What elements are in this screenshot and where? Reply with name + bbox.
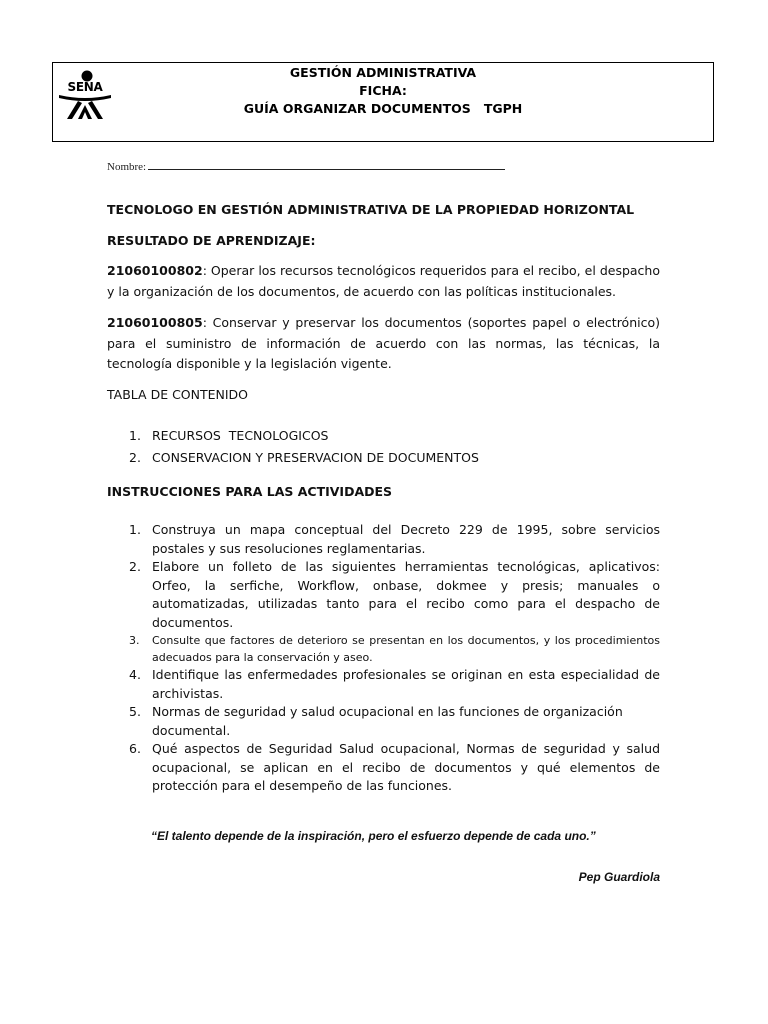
- resultado-2-code: 21060100805: [107, 315, 203, 330]
- nombre-label: Nombre:: [107, 161, 147, 173]
- list-item: [107, 521, 660, 558]
- list-text: Normas de seguridad y salud ocupacional en las funciones de organización documental.: [152, 704, 623, 738]
- list-text: RECURSOS TECNOLOGICOS: [152, 428, 329, 443]
- list-number: 1.: [129, 428, 141, 443]
- list-number: 4.: [129, 667, 141, 682]
- list-number: 3.: [129, 634, 140, 647]
- list-item: [107, 449, 660, 468]
- document-header: [52, 62, 714, 142]
- sena-logo-text: SENA: [67, 80, 103, 94]
- list-text: CONSERVACION Y PRESERVACION DE DOCUMENTOS: [152, 449, 479, 465]
- nombre-field: [107, 159, 505, 173]
- header-ficha: FICHA:: [359, 83, 407, 98]
- list-number: 6.: [129, 741, 141, 756]
- header-title: GESTIÓN ADMINISTRATIVA: [289, 65, 477, 80]
- resultado-heading: RESULTADO DE APRENDIZAJE:: [107, 233, 316, 248]
- list-item: [107, 427, 660, 446]
- list-item: [107, 558, 660, 632]
- list-text: Identifique las enfermedades profesionales se originan en esta especialidad de archivistas.: [152, 667, 660, 701]
- list-item: [107, 740, 660, 796]
- resultado-2: [107, 313, 660, 375]
- list-item: [107, 632, 660, 666]
- tabla-heading: TABLA DE CONTENIDO: [107, 387, 249, 402]
- tabla-list: [107, 427, 660, 467]
- list-number: 5.: [129, 704, 141, 719]
- list-text: Qué aspectos de Seguridad Salud ocupacional, Normas de seguridad y salud ocupacional, se aplican en el recibo de documentos y qué elementos de protección para el desempeño de las funciones.: [152, 741, 660, 793]
- list-text: Elabore un folleto de las siguientes herramientas tecnológicas, aplicativos: Orfeo, la serfiche, Workflow, onbase, dokmee y presis; manuales o automatizadas, utilizadas tanto para el recibo como para el despacho de documentos.: [152, 559, 660, 630]
- resultado-1-code: 21060100802: [107, 263, 203, 278]
- nombre-blank-line: [148, 159, 505, 170]
- program-title: TECNOLOGO EN GESTIÓN ADMINISTRATIVA DE LA PROPIEDAD HORIZONTAL: [107, 202, 635, 217]
- resultado-1-text: : Operar los recursos tecnológicos requeridos para el recibo, el despacho y la organización de los documentos, de acuerdo con las políticas institucionales.: [107, 263, 660, 299]
- list-text: Consulte que factores de deterioro se presentan en los documentos, y los procedimientos adecuados para la conservación y aseo.: [152, 634, 660, 664]
- instrucciones-heading: INSTRUCCIONES PARA LAS ACTIVIDADES: [107, 484, 393, 499]
- resultado-1: [107, 261, 660, 302]
- instrucciones-list: [107, 521, 660, 796]
- list-text: Construya un mapa conceptual del Decreto 229 de 1995, sobre servicios postales y sus resoluciones reglamentarias.: [152, 522, 660, 556]
- list-number: 1.: [129, 522, 141, 537]
- list-item: [107, 666, 660, 703]
- list-number: 2.: [129, 559, 141, 574]
- quote: “El talento depende de la inspiración, pero el esfuerzo depende de cada uno.”: [151, 829, 596, 843]
- quote-author: Pep Guardiola: [578, 870, 660, 884]
- list-item: [107, 703, 660, 740]
- resultado-2-text: : Conservar y preservar los documentos (soportes papel o electrónico) para el suministro de información de acuerdo con las normas, las técnicas, la tecnología disponible y la legislación vigente.: [107, 315, 660, 371]
- header-guide: GUÍA ORGANIZAR DOCUMENTOS TGPH: [243, 101, 523, 116]
- list-number: 2.: [129, 449, 141, 465]
